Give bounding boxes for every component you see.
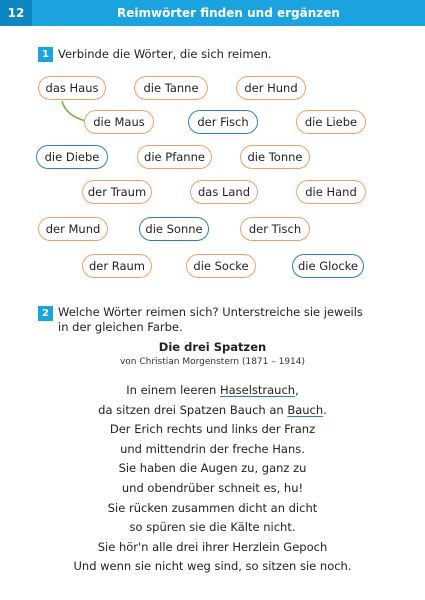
word-pill-die-hand[interactable]: die Hand (296, 180, 366, 204)
poem-line-9: Sie hör'n alle drei ihrer Herzlein Gepoch (97, 539, 328, 554)
poem-line-4: und mittendrin der freche Hans. (120, 441, 305, 456)
poem-line-5: Sie haben die Augen zu, ganz zu (118, 461, 307, 476)
word-pill-die-liebe[interactable]: die Liebe (296, 110, 366, 134)
poem-line-6: und obendrüber schneit es, hu! (121, 480, 304, 495)
word-pill-der-tisch[interactable]: der Tisch (240, 217, 310, 241)
word-pill-das-land[interactable]: das Land (190, 180, 258, 204)
word-pill-die-sonne[interactable]: die Sonne (139, 217, 209, 241)
poem-author: von Christian Morgenstern (1871 – 1914) (119, 357, 306, 367)
poem-body (0, 381, 425, 577)
word-pill-der-traum[interactable]: der Traum (82, 180, 152, 204)
word-pill-das-haus[interactable]: das Haus (38, 76, 106, 100)
poem-line-1 (0, 381, 425, 401)
word-pill-die-tonne[interactable]: die Tonne (240, 145, 310, 169)
task-instruction-2-line1: Welche Wörter reimen sich? Unterstreiche sie jeweils (58, 305, 363, 319)
task-number-2: 2 (38, 306, 53, 321)
poem-title: Die drei Spatzen (158, 340, 267, 354)
word-pill-der-mund[interactable]: der Mund (38, 217, 108, 241)
poem-line-7: Sie rücken zusammen dicht an dicht (107, 500, 318, 515)
poem-line-2 (0, 401, 425, 421)
word-pill-die-glocke[interactable]: die Glocke (292, 254, 364, 278)
underlined-word-bauch[interactable]: Bauch (287, 402, 324, 417)
word-pill-der-hund[interactable]: der Hund (236, 76, 306, 100)
task-instruction-2-line2: in der gleichen Farbe. (58, 320, 183, 334)
word-pill-der-raum[interactable]: der Raum (82, 254, 152, 278)
task-number-1: 1 (38, 47, 53, 62)
word-pill-die-diebe[interactable]: die Diebe (36, 145, 108, 169)
poem-line-3: Der Erich rechts und links der Franz (109, 422, 316, 437)
task-instruction-1: Verbinde die Wörter, die sich reimen. (58, 47, 272, 61)
page-header (0, 0, 425, 26)
poem-line-8: so spüren sie die Kälte nicht. (129, 520, 296, 535)
word-pill-die-pfanne[interactable]: die Pfanne (137, 145, 212, 169)
word-pill-der-fisch[interactable]: der Fisch (188, 110, 258, 134)
word-pill-die-socke[interactable]: die Socke (186, 254, 256, 278)
poem-line-1-punct: , (295, 383, 299, 397)
poem-line-2-text: da sitzen drei Spatzen Bauch an (98, 402, 288, 417)
poem-line-10: Und wenn sie nicht weg sind, so sitzen sie noch. (73, 559, 352, 574)
word-pill-die-maus[interactable]: die Maus (84, 110, 154, 134)
underlined-word-haselstrauch[interactable]: Haselstrauch (219, 383, 296, 397)
page-title: Reimwörter finden und ergänzen (117, 6, 340, 20)
poem-line-2-punct: . (323, 402, 327, 417)
poem-line-1-text: In einem leeren (126, 383, 220, 397)
page-number: 12 (0, 0, 32, 26)
word-pill-die-tanne[interactable]: die Tanne (134, 76, 208, 100)
